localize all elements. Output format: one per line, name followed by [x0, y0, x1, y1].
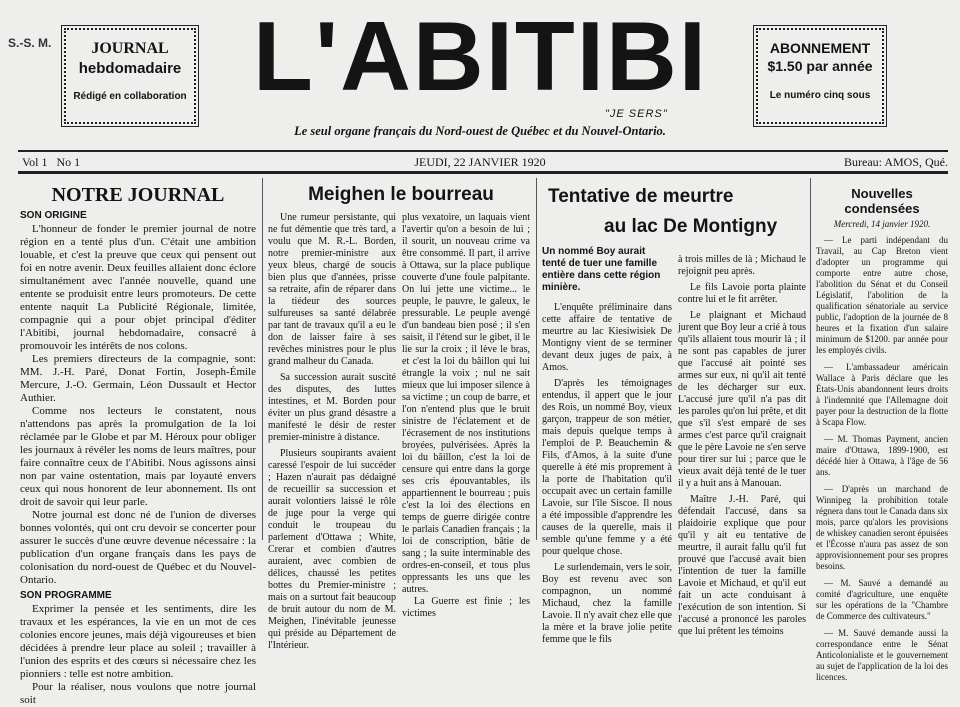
issue-date: JEUDI, 22 JANVIER 1920 — [414, 155, 546, 169]
tagline: Le seul organe français du Nord-ouest de Québec et du Nouvel-Ontario. — [294, 124, 666, 138]
paragraph: Exprimer la pensée et les sentiments, dire les travaux et les espérances, la vie en un mot de ces colonies encore jeunes, mais déjà vigoureuses et bien décidées à prendre leur place au soleil ; travailler à l'union des esprits et des cœurs si nécessaire chez les pionniers : telle est notre ambition. — [20, 603, 256, 680]
paragraph: à trois milles de là ; Michaud le rejoignit peu après. — [678, 254, 806, 277]
office-location: Bureau: AMOS, Qué. — [844, 155, 948, 169]
paragraph: Pour la réaliser, nous voulons que notre journal soit — [20, 681, 256, 706]
left-box-line1: JOURNAL — [91, 40, 169, 57]
headline-nouvelles: Nouvelles condensées — [844, 186, 920, 216]
paragraph: plus vexatoire, un laquais vient l'avertir qu'on a besoin de lui ; il sourit, un nouveau crime va être consommé. Il part, il arrive à Ottawa, sur la place publique couverte d'une foule palpitante. On lui jette une victime... le peuple, le pauvre, le galeux, le pressurable. Le peuple avengé d'un bandeau bien posé ; il s'en saisit, il l'étend sur le gibet, il le lie sur la croix ; il lève le bras, et c'est la loi du bâillon qui lui étrangle la voix ; nul ne sait mieux que lui imposer silence à sa victime ; un coup de barre, et l'on n'entend plus que le bruit sinistre de l'éclatement et de l'écrasement de nos institutions broyées, pulvérisées. Après la loi du bâillon, c'est la loi de censure qui entre dans la gorge ses cris épouvantables, ils appartiennent le bourreau ; puis c'est la loi des élections en temps de guerre dirigée contre le parlais Canadien français ; la loi de conscription, bâtie de sang ; la suite interminable des ordres-en-conseil, et tous plus oppressants les uns que les autres. — [402, 212, 530, 595]
news-item: — M. Thomas Payment, ancien maire d'Ottawa, 1899-1900, est décédé hier à Ottawa, à l'âge de 56 ans. — [816, 434, 948, 477]
paragraph: Les premiers directeurs de la compagnie, sont: MM. J.-H. Paré, Donat Fortin, Joseph-Émile Mercure, J.-O. Germain, Léon Dussault et Hector Authier. — [20, 353, 256, 404]
paragraph: Sa succession aurait suscité des disputes, des luttes intestines, et M. Borden pour éviter un plus grand désastre a manifesté le désir de rester premier-ministre à distance. — [268, 372, 396, 443]
news-item: — M. Sauvé a demandé au comité d'agriculture, une enquête sur les opérations de la "Chambre de Commerce des cultivateurs." — [816, 578, 948, 621]
column-rule-3 — [810, 178, 811, 540]
right-box-line1: ABONNEMENT — [769, 40, 871, 56]
subhead-programme: SON PROGRAMME — [20, 590, 112, 601]
nouvelles-condensees — [816, 178, 948, 682]
right-box-line2: $1.50 par année — [767, 58, 873, 74]
newspaper-title: L'ABITIBI — [252, 1, 709, 111]
corner-text: S.-S. M. — [8, 36, 52, 50]
top-rule — [18, 150, 948, 152]
volume-number: Vol 1 No 1 — [22, 155, 81, 169]
headline-tentative-line2: au lac De Montigny — [604, 216, 778, 237]
article-deck: Un nommé Boy aurait tenté de tuer une famille entière dans cette région minière. — [542, 246, 661, 293]
headline-tentative-line1: Tentative de meurtre — [548, 186, 734, 207]
news-date: Mercredi, 14 janvier 1920. — [833, 219, 931, 229]
article-tentative-part2 — [678, 178, 807, 637]
article-meighen-part1 — [268, 178, 396, 651]
masthead-right-box — [756, 28, 884, 124]
news-item: — M. Sauvé demande aussi la correspondance entre le Sénat Anticolonialiste et le gouvernement au sujet de l'application de la loi des licences. — [816, 628, 948, 682]
motto: "JE SERS" — [605, 108, 668, 120]
article-meighen-part2 — [402, 178, 530, 619]
left-box-line2: hebdomadaire — [78, 60, 182, 77]
paragraph: Comme nos lecteurs le constatent, nous n'attendons pas après la promulgation de la loi réclamée par le Globe et par M. Héroux pour obliger les journaux à révéler les noms de leurs maîtres, pour faire connaître ceux de l'Abitibi. Nous agissons ainsi non par vaine ostentation, mais par loyauté envers ceux qui nous honorent de leur abonnement. Ils ont droit de savoir qui leur parle. — [20, 405, 256, 508]
news-item: — L'ambassadeur américain Wallace à Paris déclare que les États-Unis abandonnent leurs droits à l'indemnité que l'Allemagne doit payer pour la destruction de la flotte à Scapa Flow. — [816, 362, 948, 427]
paragraph: Maître J.-H. Paré, qui défendait l'accusé, dans sa plaidoirie explique que pour qu'il y ait eu tentative de meurtre, il aurait fallu qu'il fut prouvé que l'accusé avait bien l'intention de tuer la famille Lavoie et Michaud, et qu'il eut fait un acte conduisant à l'exécution de son intention. Si l'accusé a prononcé les paroles que lui prêtent les témoins — [678, 494, 806, 637]
paragraph: L'honneur de fonder le premier journal de notre région en a tenté plus d'un. C'était une ambition louable, et c'est la preuve que ceux qui pensent out foi en notre avenir. Deux feuilles allaient donc éclore simultanément avec l'année nouvelle, quand une entente se produisit entre leurs promoteurs. De cette entente naquit La Publicité Régionale, limitée, compagnie qui a pour objet principal d'éditer l'Abitibi, journal hebdomadaire, consacré à promouvoir les intérêts de nos colons. — [20, 223, 256, 352]
paragraph: La Guerre est finie ; les victimes — [402, 596, 530, 619]
headline-meighen: Meighen le bourreau — [308, 184, 494, 205]
column-rule-2 — [536, 178, 537, 540]
subhead-origine: SON ORIGINE — [20, 210, 87, 221]
news-item: — D'après un marchand de Winnipeg la prohibition totale régnera dans tout le Canada dans six mois, parce qu'alors les provisions de whiskey canadien seront épuisées et l'Écosse n'aura pas assez de son approvisionnement pour ses propres besoins. — [816, 484, 948, 571]
paragraph: Le fils Lavoie porta plainte contre lui et le fit arrêter. — [678, 282, 806, 305]
masthead-left-box — [64, 28, 196, 124]
bottom-rule — [18, 171, 948, 174]
headline-notre-journal: NOTRE JOURNAL — [51, 184, 225, 206]
paragraph: L'enquête préliminaire dans cette affaire de tentative de meurtre au lac Kiesiwisiek De Montigny vient de se terminer devant deux juges de paix, à Amos. — [542, 302, 672, 373]
paragraph: Notre journal est donc né de l'union de diverses bonnes volontés, qui ont cru devoir se concerter pour assurer le succès d'une œuvre devenue nécessaire : la publication d'un organe français dans les pays de colonisation du nord-ouest de Québec et du Nouvel-Ontario. — [20, 509, 256, 586]
news-item: — Le parti indépendant du Travail, au Cap Breton vient d'adopter un programme qui comporte entre autre chose, l'abolition du Sénat et du Conseil Législatif, l'abolition de la qualification sénatoriale au service public, l'adoption de la journée de 8 heures et la fixation d'un salaire minimum de $1200. par année pour les employés civils. — [816, 235, 948, 355]
paragraph: Une rumeur persistante, qui ne fut démentie que très tard, a voulu que M. R.-L. Borden, notre premier-ministre aux yeux bleus, chargé de soucis bien plus que d'années, prisse sa retraite, afin de réparer dans la tiédeur des sources sulfureuses sa santé délabrée par tant de travaux qu'il a eu le don de laisser faire à ses revêches ministres pour le plus grand malheur du Canada. — [268, 212, 396, 367]
right-box-line3: Le numéro cinq sous — [769, 90, 871, 101]
paragraph: Plusieurs soupirants avaient caressé l'espoir de lui succéder ; Hazen n'aurait pas dédaigné de recueillir sa succession et aurait volontiers laissé le rôle de juge pour la verge qui conduit le troupeau du parlement d'Ottawa ; White, Crerar et combien d'autres auraient, avec combien de délices, chaussé les petites bottes du Premier-ministre ; mais on a surtout fait beaucoup de bruit autour du nom de M. Meighen, l'inévitable jeunesse qui préside au Département de l'Intérieur. — [268, 448, 396, 651]
left-box-line3: Rédigé en collaboration — [73, 91, 187, 102]
article-notre-journal — [20, 178, 256, 706]
paragraph: Le plaignant et Michaud jurent que Boy leur a crié à tous qu'ils allaient tous mourir là ; il ne sont pas capables de jurer que l'accusé ait pointé ses armes sur eux, ni qu'il ait tenté de les décharger sur eux. L'accusé jure qu'il n'a pas dit les paroles qu'on lui prête, et dit que s'il s'est emparé de ses armes c'est parce qu'il craignait que le père Lavoie ne s'en serve pour tirer sur lui ; parce que le vieux avait déjà tenté de le tuer il y a huit ans à Manouan. — [678, 310, 807, 489]
paragraph: D'après les témoignages entendus, il appert que le jour des Rois, un nommé Boy, vieux garçon, trappeur de son métier, mais depuis quelque temps à l'emploi de P. Beauchemin & Fils, d'Amos, à la suite d'une querelle à été mis proprement à la porte de l'habitation qu'il occupait avec un certain famille Lavoie, sur l'île Siscoe. Il nous a été impossible d'apprendre les causes de la querelle, mais il semble qu'une femme y a été pour quelque chose. — [542, 378, 672, 557]
paragraph: Le surlendemain, vers le soir, Boy est revenu avec son compagnon, un nommé Michaud, chez la famille Lavoie. Il n'y avait chez elle que la mère et la brave jolie petite femme que le fils — [542, 562, 672, 645]
column-rule-1 — [262, 178, 263, 540]
